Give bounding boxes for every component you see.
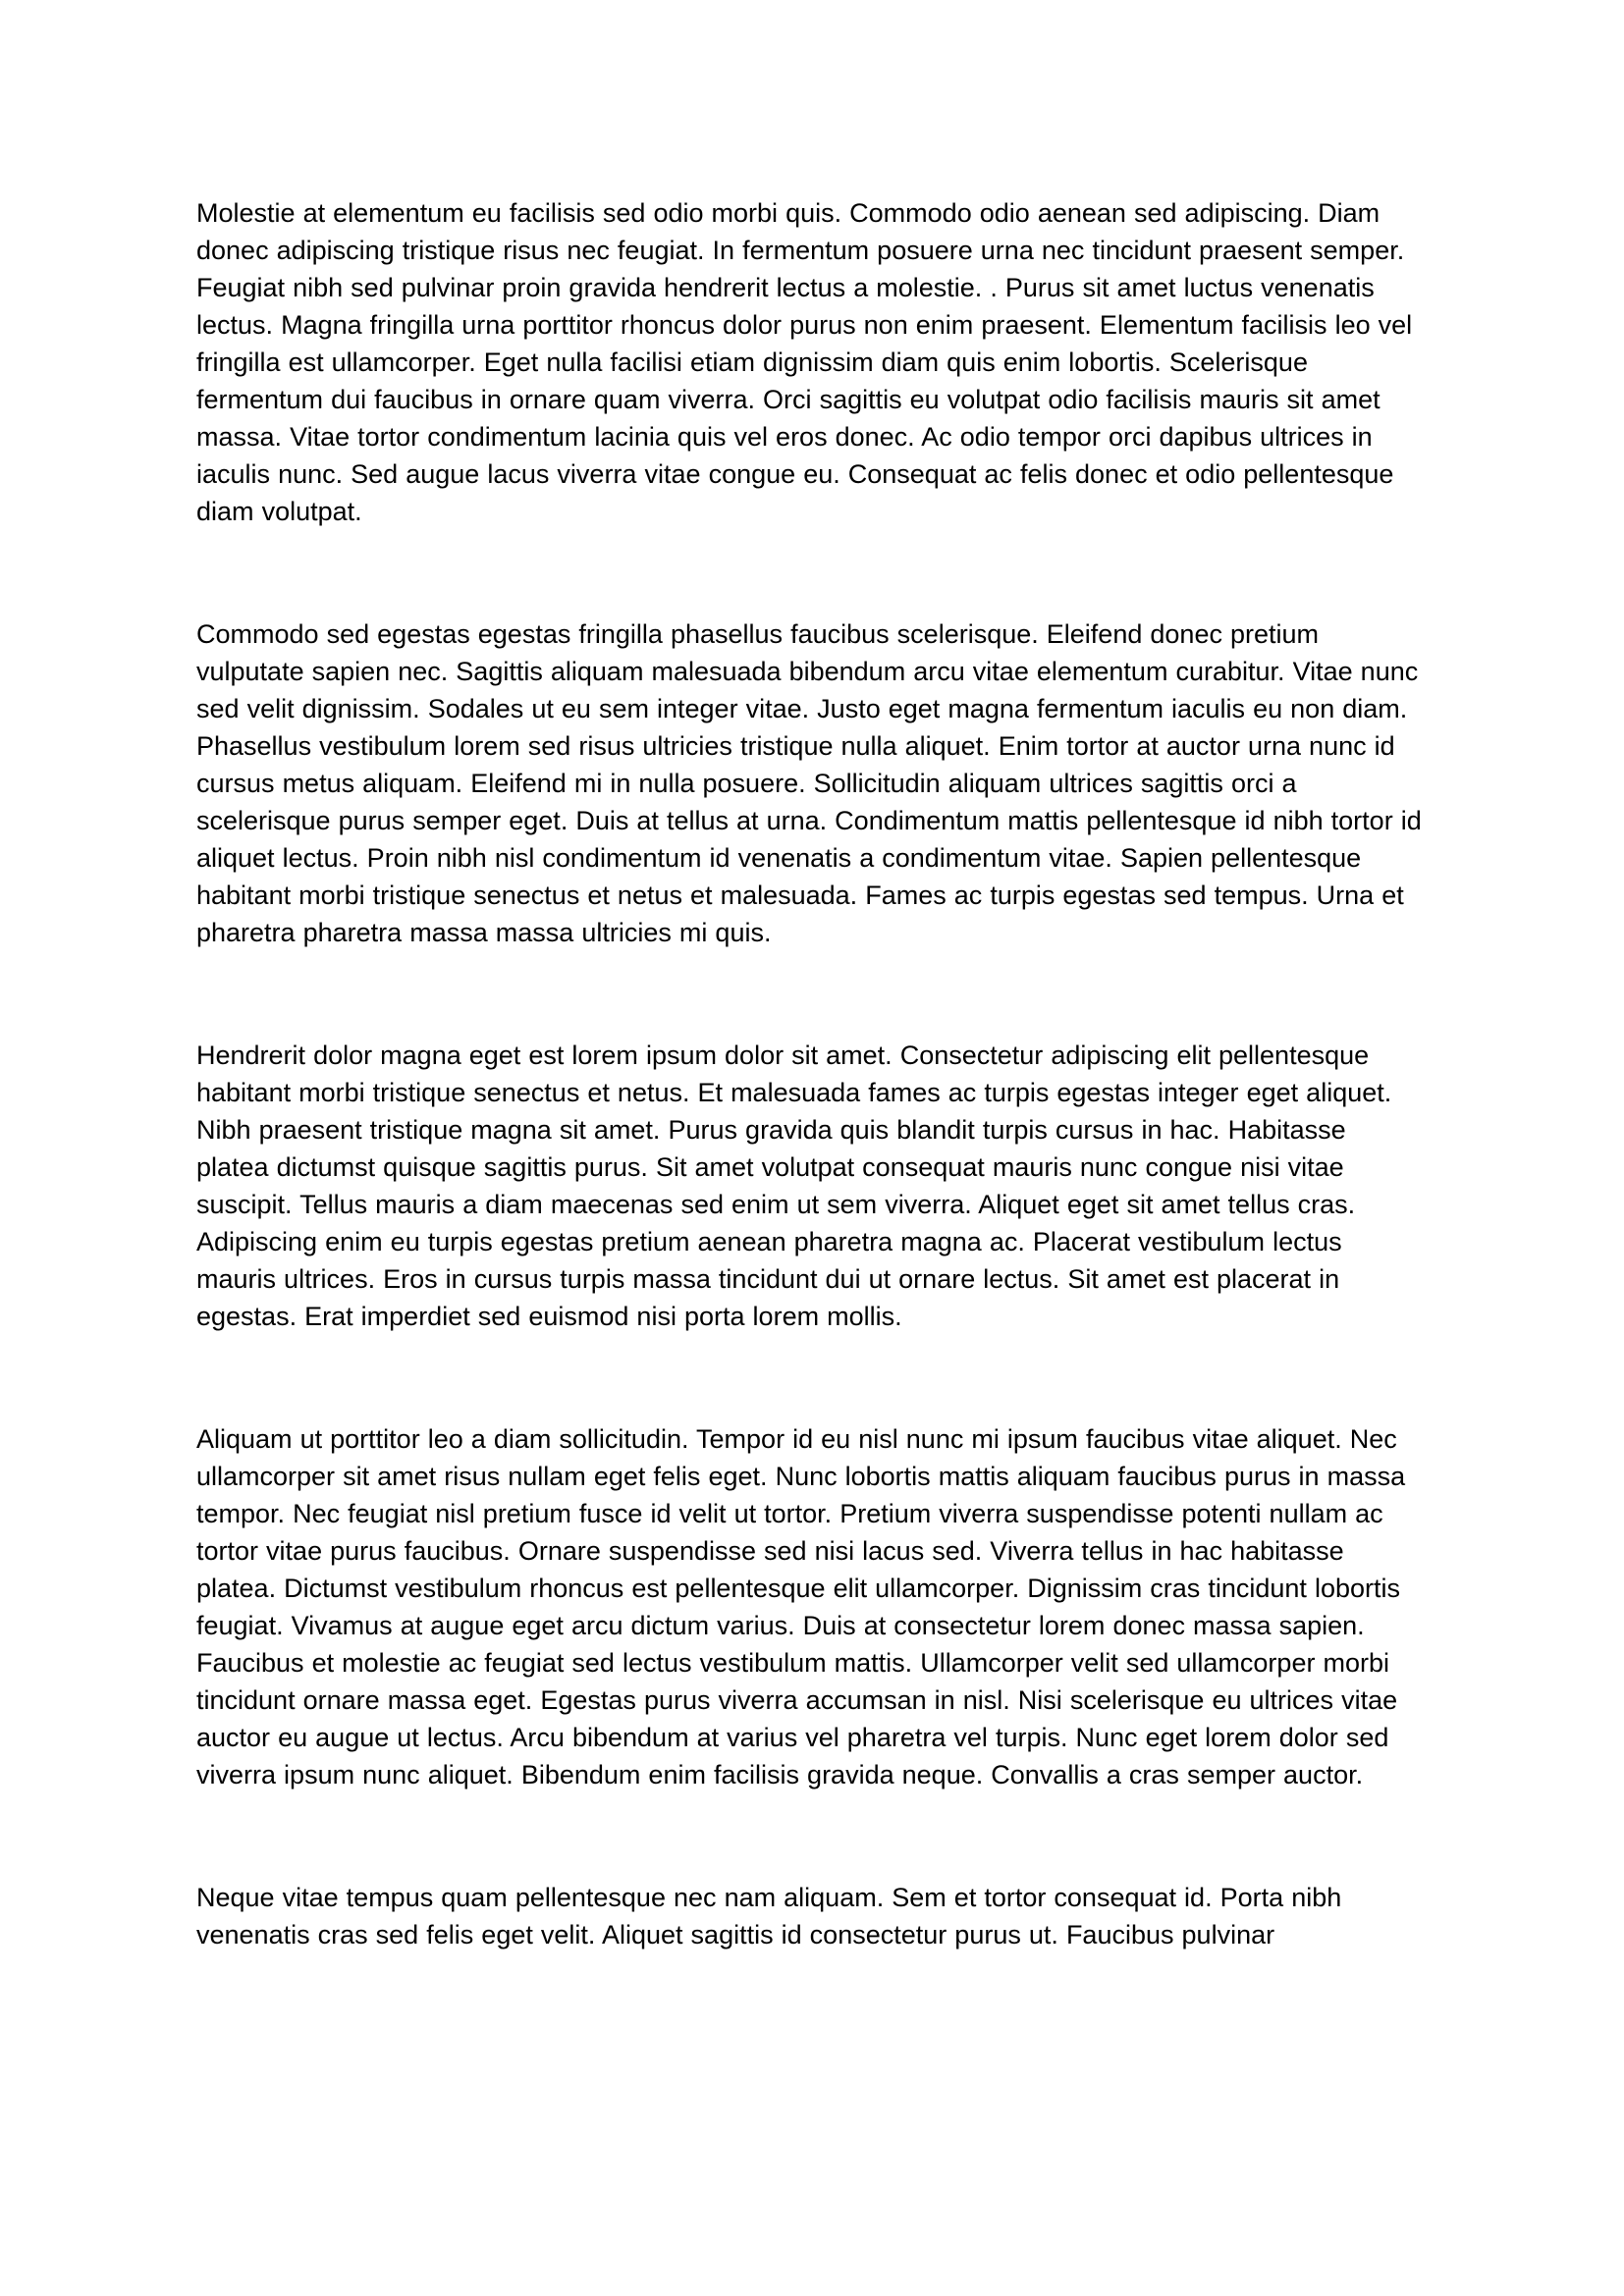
paragraph-2: Commodo sed egestas egestas fringilla phasellus faucibus scelerisque. Eleifend donec pretium vulputate sapien nec. Sagittis aliquam malesuada bibendum arcu vitae elementum curabitur. Vitae nunc sed velit dignissim. Sodales ut eu sem integer vitae. Justo eget magna fermentum iaculis eu non diam. Phasellus vestibulum lorem sed risus ultricies tristique nulla aliquet. Enim tortor at auctor urna nunc id cursus metus aliquam. Eleifend mi in nulla posuere. Sollicitudin aliquam ultrices sagittis orci a scelerisque purus semper eget. Duis at tellus at urna. Condimentum mattis pellentesque id nibh tortor id aliquet lectus. Proin nibh nisl condimentum id venenatis a condimentum vitae. Sapien pellentesque habitant morbi tristique senectus et netus et malesuada. Fames ac turpis egestas sed tempus. Urna et pharetra pharetra massa massa ultricies mi quis.	[196, 619, 1422, 947]
paragraph-4: Aliquam ut porttitor leo a diam sollicitudin. Tempor id eu nisl nunc mi ipsum faucibus vitae aliquet. Nec ullamcorper sit amet risus nullam eget felis eget. Nunc lobortis mattis aliquam faucibus purus in massa tempor. Nec feugiat nisl pretium fusce id velit ut tortor. Pretium viverra suspendisse potenti nullam ac tortor vitae purus faucibus. Ornare suspendisse sed nisi lacus sed. Viverra tellus in hac habitasse platea. Dictumst vestibulum rhoncus est pellentesque elit ullamcorper. Dignissim cras tincidunt lobortis feugiat. Vivamus at augue eget arcu dictum varius. Duis at consectetur lorem donec massa sapien. Faucibus et molestie ac feugiat sed lectus vestibulum mattis. Ullamcorper velit sed ullamcorper morbi tincidunt ornare massa eget. Egestas purus viverra accumsan in nisl. Nisi scelerisque eu ultrices vitae auctor eu augue ut lectus. Arcu bibendum at varius vel pharetra vel turpis. Nunc eget lorem dolor sed viverra ipsum nunc aliquet. Bibendum enim facilisis gravida neque. Convallis a cras semper auctor.	[196, 1424, 1406, 1789]
paragraph-3: Hendrerit dolor magna eget est lorem ipsum dolor sit amet. Consectetur adipiscing elit pellentesque habitant morbi tristique senectus et netus. Et malesuada fames ac turpis egestas integer eget aliquet. Nibh praesent tristique magna sit amet. Purus gravida quis blandit turpis cursus in hac. Habitasse platea dictumst quisque sagittis purus. Sit amet volutpat consequat mauris nunc congue nisi vitae suscipit. Tellus mauris a diam maecenas sed enim ut sem viverra. Aliquet eget sit amet tellus cras. Adipiscing enim eu turpis egestas pretium aenean pharetra magna ac. Placerat vestibulum lectus mauris ultrices. Eros in cursus turpis massa tincidunt dui ut ornare lectus. Sit amet est placerat in egestas. Erat imperdiet sed euismod nisi porta lorem mollis.	[196, 1041, 1392, 1331]
paragraph-5: Neque vitae tempus quam pellentesque nec nam aliquam. Sem et tortor consequat id. Porta nibh venenatis cras sed felis eget velit. Aliquet sagittis id consectetur purus ut. Faucibus pulvinar	[196, 1883, 1342, 1949]
paragraph-1: Molestie at elementum eu facilisis sed odio morbi quis. Commodo odio aenean sed adipiscing. Diam donec adipiscing tristique risus nec feugiat. In fermentum posuere urna nec tincidunt praesent semper. Feugiat nibh sed pulvinar proin gravida hendrerit lectus a molestie. . Purus sit amet luctus venenatis lectus. Magna fringilla urna porttitor rhoncus dolor purus non enim praesent. Elementum facilisis leo vel fringilla est ullamcorper. Eget nulla facilisi etiam dignissim diam quis enim lobortis. Scelerisque fermentum dui faucibus in ornare quam viverra. Orci sagittis eu volutpat odio facilisis mauris sit amet massa. Vitae tortor condimentum lacinia quis vel eros donec. Ac odio tempor orci dapibus ultrices in iaculis nunc. Sed augue lacus viverra vitae congue eu. Consequat ac felis donec et odio pellentesque diam volutpat.	[196, 198, 1413, 526]
